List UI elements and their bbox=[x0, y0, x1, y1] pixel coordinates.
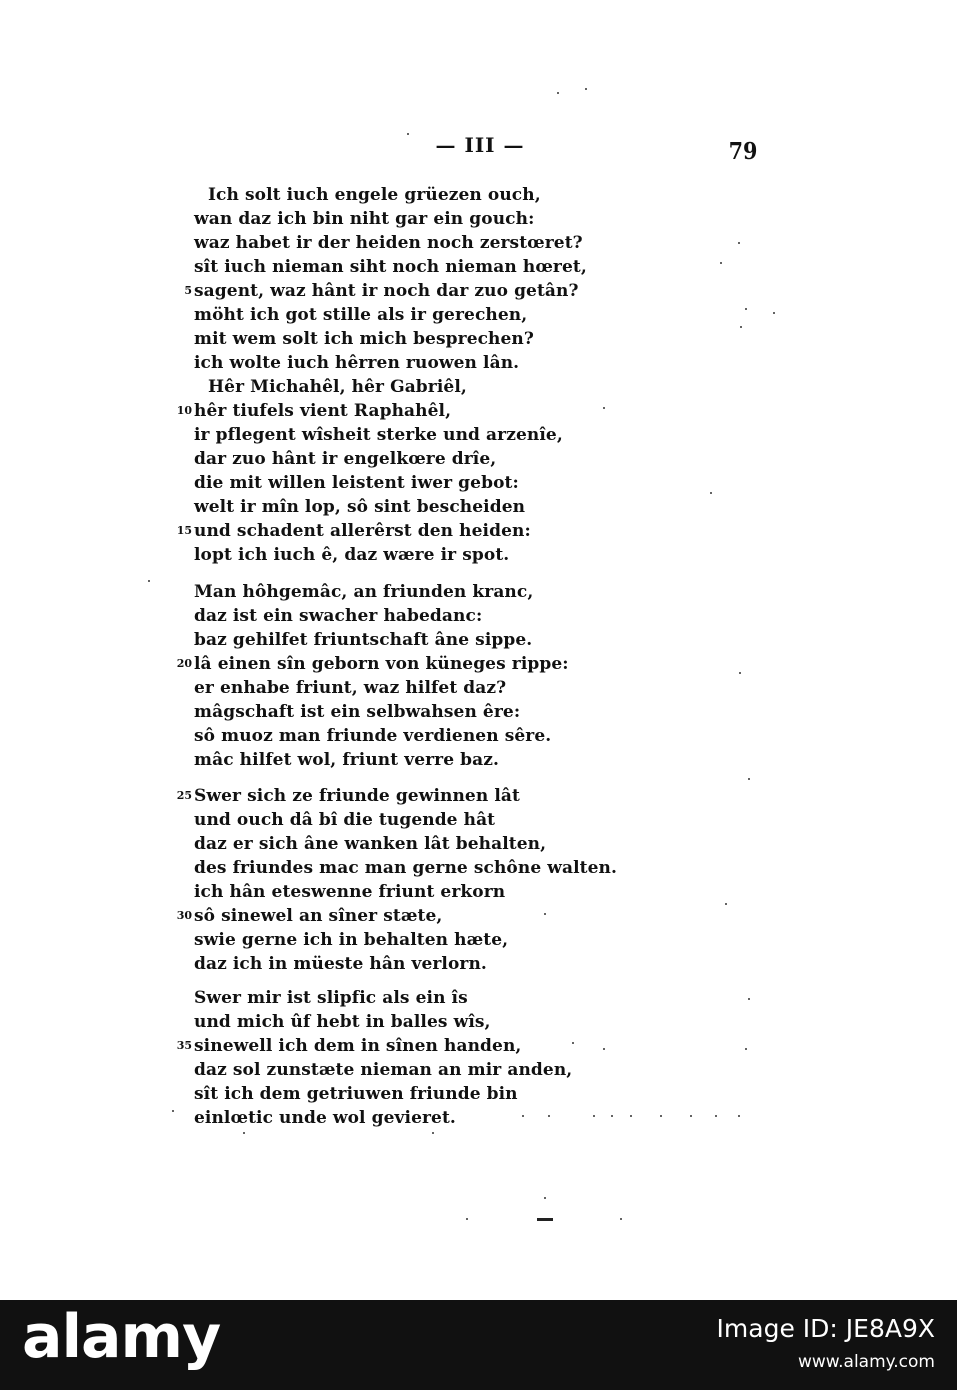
verse-line: Hêr Michahêl, hêr Gabriêl, bbox=[208, 377, 467, 397]
scan-speck bbox=[603, 407, 605, 409]
scan-speck bbox=[748, 778, 750, 780]
verse-line: Swer sich ze friunde gewinnen lât bbox=[194, 786, 520, 806]
verse-line: dar zuo hânt ir engelkœre drîe, bbox=[194, 449, 497, 469]
verse-line: und schadent allerêrst den heiden: bbox=[194, 521, 531, 541]
scan-speck bbox=[611, 1115, 613, 1117]
line-number: 35 bbox=[176, 1039, 192, 1052]
verse-line: mit wem solt ich mich besprechen? bbox=[194, 329, 534, 349]
scan-speck bbox=[593, 1115, 595, 1117]
scan-speck bbox=[738, 1115, 740, 1117]
scan-speck bbox=[148, 580, 150, 582]
scan-speck bbox=[738, 242, 740, 244]
verse-line: die mit willen leistent iwer gebot: bbox=[194, 473, 519, 493]
scan-speck bbox=[748, 998, 750, 1000]
verse-line: und mich ûf hebt in balles wîs, bbox=[194, 1012, 491, 1032]
line-number: 15 bbox=[176, 524, 192, 537]
scan-speck bbox=[585, 88, 587, 90]
verse-line: daz sol zunstæte nieman an mir anden, bbox=[194, 1060, 573, 1080]
scan-speck bbox=[557, 92, 559, 94]
scan-speck bbox=[710, 492, 712, 494]
verse-line: des friundes mac man gerne schône walten. bbox=[194, 858, 618, 878]
scan-speck bbox=[620, 1218, 622, 1220]
verse-line: Man hôhgemâc, an friunden kranc, bbox=[194, 582, 534, 602]
verse-line: wan daz ich bin niht gar ein gouch: bbox=[194, 209, 535, 229]
scan-mark bbox=[537, 1218, 553, 1221]
line-number: 20 bbox=[176, 657, 192, 670]
scan-speck bbox=[522, 1115, 524, 1117]
verse-line: sô muoz man friunde verdienen sêre. bbox=[194, 726, 552, 746]
verse-line: ich wolte iuch hêrren ruowen lân. bbox=[194, 353, 520, 373]
scan-speck bbox=[773, 312, 775, 314]
scan-speck bbox=[172, 1110, 174, 1112]
scan-speck bbox=[745, 308, 747, 310]
verse-line: sinewell ich dem in sînen handen, bbox=[194, 1036, 522, 1056]
scan-speck bbox=[660, 1115, 662, 1117]
image-id-label: Image ID: JE8A9X bbox=[716, 1314, 935, 1343]
verse-line: einlœtic unde wol gevieret. bbox=[194, 1108, 456, 1128]
scan-speck bbox=[407, 133, 409, 135]
line-number: 10 bbox=[176, 404, 192, 417]
line-number: 25 bbox=[176, 789, 192, 802]
scan-speck bbox=[720, 262, 722, 264]
verse-line: Ich solt iuch engele grüezen ouch, bbox=[208, 185, 541, 205]
site-url: www.alamy.com bbox=[797, 1352, 935, 1372]
verse-line: ich hân eteswenne friunt erkorn bbox=[194, 882, 506, 902]
verse-line: swie gerne ich in behalten hæte, bbox=[194, 930, 509, 950]
section-heading: — III — bbox=[435, 133, 525, 157]
scan-speck bbox=[572, 1042, 574, 1044]
verse-line: sagent, waz hânt ir noch dar zuo getân? bbox=[194, 281, 579, 301]
verse-line: möht ich got stille als ir gerechen, bbox=[194, 305, 528, 325]
verse-line: daz er sich âne wanken lât behalten, bbox=[194, 834, 547, 854]
scan-speck bbox=[243, 1132, 245, 1134]
line-number: 5 bbox=[184, 284, 192, 297]
scan-speck bbox=[544, 1197, 546, 1199]
scan-speck bbox=[739, 672, 741, 674]
watermark-logo: alamy bbox=[22, 1302, 221, 1372]
verse-line: waz habet ir der heiden noch zerstœret? bbox=[194, 233, 583, 253]
verse-line: daz ist ein swacher habedanc: bbox=[194, 606, 483, 626]
scan-speck bbox=[544, 913, 546, 915]
verse-line: sô sinewel an sîner stæte, bbox=[194, 906, 443, 926]
scan-speck bbox=[740, 326, 742, 328]
verse-line: und ouch dâ bî die tugende hât bbox=[194, 810, 496, 830]
verse-line: sît ich dem getriuwen friunde bin bbox=[194, 1084, 518, 1104]
verse-line: baz gehilfet friuntschaft âne sippe. bbox=[194, 630, 533, 650]
verse-line: Swer mir ist slipfic als ein îs bbox=[194, 988, 468, 1008]
verse-line: hêr tiufels vient Raphahêl, bbox=[194, 401, 452, 421]
scan-speck bbox=[548, 1115, 550, 1117]
scan-speck bbox=[690, 1115, 692, 1117]
line-number: 30 bbox=[176, 909, 192, 922]
verse-line: lopt ich iuch ê, daz wære ir spot. bbox=[194, 545, 510, 565]
scan-speck bbox=[715, 1115, 717, 1117]
verse-line: mâc hilfet wol, friunt verre baz. bbox=[194, 750, 500, 770]
verse-line: welt ir mîn lop, sô sint bescheiden bbox=[194, 497, 526, 517]
verse-line: er enhabe friunt, waz hilfet daz? bbox=[194, 678, 507, 698]
verse-line: mâgschaft ist ein selbwahsen êre: bbox=[194, 702, 521, 722]
verse-line: ir pflegent wîsheit sterke und arzenîe, bbox=[194, 425, 563, 445]
scan-speck bbox=[432, 1132, 434, 1134]
scan-speck bbox=[630, 1115, 632, 1117]
verse-line: daz ich in müeste hân verlorn. bbox=[194, 954, 487, 974]
scan-speck bbox=[466, 1218, 468, 1220]
verse-line: sît iuch nieman siht noch nieman hœret, bbox=[194, 257, 587, 277]
verse-line: lâ einen sîn geborn von küneges rippe: bbox=[194, 654, 569, 674]
scan-speck bbox=[725, 903, 727, 905]
scan-speck bbox=[603, 1048, 605, 1050]
page-number: 79 bbox=[728, 138, 758, 165]
scan-speck bbox=[745, 1048, 747, 1050]
